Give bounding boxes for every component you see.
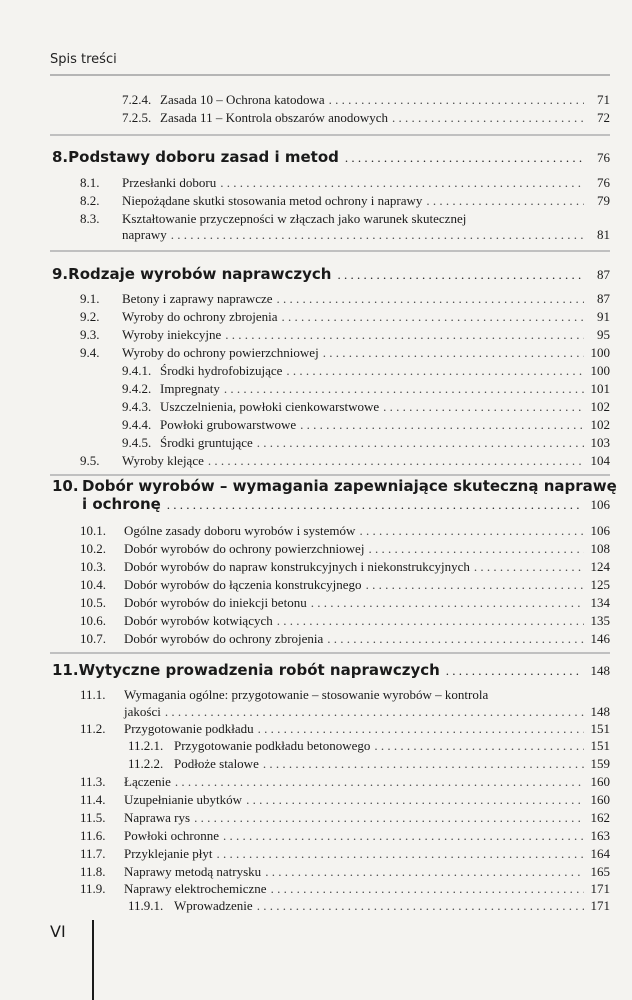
entry-number: 11.2.1. bbox=[128, 738, 164, 753]
entry-title: Podłoże stalowe bbox=[174, 756, 259, 771]
entry-title: Powłoki grubowarstwowe bbox=[160, 417, 297, 432]
entry-page: 91 bbox=[597, 309, 610, 324]
leader-dots bbox=[225, 327, 584, 343]
section-rule bbox=[50, 652, 610, 654]
leader-dots bbox=[282, 309, 584, 325]
leader-dots bbox=[426, 193, 584, 209]
entry-number: 11.2. bbox=[80, 721, 106, 736]
entry-title: Przyklejanie płyt bbox=[124, 846, 213, 861]
entry-page: 151 bbox=[590, 721, 610, 736]
chapter-heading-continuation[interactable] bbox=[82, 495, 610, 513]
toc-entry[interactable] bbox=[80, 810, 610, 826]
chapter-page: 87 bbox=[597, 267, 610, 282]
leader-dots bbox=[257, 435, 584, 451]
entry-title: Przygotowanie podkładu bbox=[124, 721, 254, 736]
entry-number: 11.2.2. bbox=[128, 756, 164, 771]
toc-entry-continuation[interactable] bbox=[124, 704, 610, 720]
entry-page: 106 bbox=[590, 523, 610, 538]
entry-title: Przesłanki doboru bbox=[122, 175, 217, 190]
chapter-heading[interactable] bbox=[52, 265, 610, 283]
entry-number: 10.5. bbox=[80, 595, 106, 610]
entry-number: 11.3. bbox=[80, 774, 106, 789]
entry-number: 10.7. bbox=[80, 631, 106, 646]
entry-title: Naprawa rys bbox=[124, 810, 191, 825]
entry-title: Wyroby iniekcyjne bbox=[122, 327, 222, 342]
entry-page: 95 bbox=[597, 327, 610, 342]
leader-dots bbox=[286, 363, 584, 379]
toc-entry[interactable] bbox=[80, 541, 610, 557]
chapter-title-continued: i ochronę bbox=[82, 495, 161, 513]
entry-title: Dobór wyrobów do łączenia konstrukcyjnego bbox=[124, 577, 362, 592]
entry-title: Uszczelnienia, powłoki cienkowarstwowe bbox=[160, 399, 380, 414]
leader-dots bbox=[277, 613, 584, 629]
entry-page: 125 bbox=[590, 577, 610, 592]
leader-dots bbox=[263, 756, 584, 772]
leader-dots bbox=[327, 631, 584, 647]
entry-number: 11.6. bbox=[80, 828, 106, 843]
toc-entry[interactable] bbox=[80, 595, 610, 611]
entry-number: 10.6. bbox=[80, 613, 106, 628]
entry-title: Zasada 11 – Kontrola obszarów anodowych bbox=[160, 110, 389, 125]
leader-dots bbox=[165, 704, 584, 720]
entry-number: 9.3. bbox=[80, 327, 100, 342]
entry-page: 146 bbox=[590, 631, 610, 646]
toc-entry[interactable] bbox=[80, 523, 610, 539]
leader-dots bbox=[258, 721, 584, 737]
chapter-heading[interactable] bbox=[52, 661, 610, 679]
chapter-title: Rodzaje wyrobów naprawczych bbox=[68, 265, 332, 283]
leader-dots bbox=[392, 110, 584, 126]
chapter-number: 9. bbox=[52, 265, 69, 283]
leader-dots bbox=[323, 345, 584, 361]
entry-title: Betony i zaprawy naprawcze bbox=[122, 291, 273, 306]
entry-page: 72 bbox=[597, 110, 610, 125]
entry-page: 76 bbox=[597, 175, 610, 190]
leader-dots bbox=[329, 92, 584, 108]
toc-entry[interactable] bbox=[80, 175, 610, 191]
entry-page: 79 bbox=[597, 193, 610, 208]
toc-entry-continuation[interactable] bbox=[122, 227, 610, 243]
entry-title-continued: naprawy bbox=[122, 227, 167, 242]
entry-number: 9.1. bbox=[80, 291, 100, 306]
toc-entry[interactable] bbox=[80, 577, 610, 593]
entry-page: 103 bbox=[590, 435, 610, 450]
toc-subentry[interactable] bbox=[122, 399, 610, 415]
entry-title: Powłoki ochronne bbox=[124, 828, 219, 843]
entry-title: Dobór wyrobów do iniekcji betonu bbox=[124, 595, 307, 610]
leader-dots bbox=[220, 175, 584, 191]
entry-number: 9.4.1. bbox=[122, 363, 152, 378]
toc-subentry[interactable] bbox=[122, 435, 610, 451]
entry-number: 9.4.3. bbox=[122, 399, 152, 414]
chapter-heading[interactable] bbox=[52, 148, 610, 166]
entry-title: Dobór wyrobów kotwiących bbox=[124, 613, 273, 628]
entry-number: 7.2.4. bbox=[122, 92, 152, 107]
chapter-heading[interactable] bbox=[52, 477, 617, 495]
leader-dots bbox=[271, 881, 584, 897]
leader-dots bbox=[208, 453, 584, 469]
entry-page: 165 bbox=[590, 864, 610, 879]
entry-page: 151 bbox=[590, 738, 610, 753]
entry-title: Dobór wyrobów do napraw konstrukcyjnych i niekonstrukcyjnych bbox=[124, 559, 470, 574]
entry-title: Łączenie bbox=[124, 774, 171, 789]
entry-page: 171 bbox=[590, 881, 610, 896]
running-head: Spis treści bbox=[50, 52, 117, 67]
entry-number: 9.4.4. bbox=[122, 417, 152, 432]
entry-number: 10.2. bbox=[80, 541, 106, 556]
entry-page: 160 bbox=[590, 774, 610, 789]
entry-number: 11.9. bbox=[80, 881, 106, 896]
entry-title: Wyroby klejące bbox=[122, 453, 204, 468]
entry-number: 7.2.5. bbox=[122, 110, 152, 125]
entry-number: 10.1. bbox=[80, 523, 106, 538]
entry-page: 102 bbox=[590, 399, 610, 414]
toc-entry[interactable] bbox=[80, 864, 610, 880]
entry-page: 81 bbox=[597, 227, 610, 242]
entry-page: 171 bbox=[590, 898, 610, 913]
entry-title: Naprawy metodą natrysku bbox=[124, 864, 262, 879]
folio-rule bbox=[92, 920, 94, 1000]
entry-number: 10.3. bbox=[80, 559, 106, 574]
entry-number: 11.4. bbox=[80, 792, 106, 807]
entry-page: 162 bbox=[590, 810, 610, 825]
entry-title: Uzupełnianie ubytków bbox=[124, 792, 243, 807]
entry-page: 104 bbox=[590, 453, 610, 468]
leader-dots bbox=[194, 810, 584, 826]
entry-page: 164 bbox=[590, 846, 610, 861]
toc-entry[interactable] bbox=[80, 631, 610, 647]
toc-entry[interactable] bbox=[80, 291, 610, 307]
toc-entry[interactable] bbox=[80, 559, 610, 575]
entry-number: 8.2. bbox=[80, 193, 100, 208]
entry-number: 8.1. bbox=[80, 175, 100, 190]
leader-dots bbox=[368, 541, 584, 557]
chapter-number: 11. bbox=[52, 661, 79, 679]
entry-title: Niepożądane skutki stosowania metod ochrony i naprawy bbox=[122, 193, 423, 208]
section-rule bbox=[50, 250, 610, 252]
toc-subentry[interactable] bbox=[128, 756, 610, 772]
entry-title: Przygotowanie podkładu betonowego bbox=[174, 738, 371, 753]
toc-subentry[interactable] bbox=[128, 898, 610, 914]
leader-dots bbox=[300, 417, 584, 433]
entry-number: 11.8. bbox=[80, 864, 106, 879]
entry-number: 11.5. bbox=[80, 810, 106, 825]
entry-page: 159 bbox=[590, 756, 610, 771]
leader-dots bbox=[374, 738, 584, 754]
toc-entry[interactable] bbox=[80, 345, 610, 361]
chapter-page: 76 bbox=[597, 150, 610, 165]
entry-page: 102 bbox=[590, 417, 610, 432]
toc-entry[interactable] bbox=[80, 774, 610, 790]
toc-subentry[interactable] bbox=[122, 363, 610, 379]
entry-number: 9.5. bbox=[80, 453, 100, 468]
entry-number: 9.4.2. bbox=[122, 381, 152, 396]
entry-title: Wprowadzenie bbox=[174, 898, 253, 913]
entry-number: 11.1. bbox=[80, 687, 106, 702]
entry-number: 10.4. bbox=[80, 577, 106, 592]
entry-number: 9.4.5. bbox=[122, 435, 152, 450]
entry-page: 100 bbox=[590, 345, 610, 360]
entry-number: 9.2. bbox=[80, 309, 100, 324]
entry-number: 11.7. bbox=[80, 846, 106, 861]
entry-title: Ogólne zasady doboru wyrobów i systemów bbox=[124, 523, 356, 538]
toc-entry-first-line[interactable] bbox=[80, 687, 488, 703]
leader-dots bbox=[223, 828, 584, 844]
entry-title: Dobór wyrobów do ochrony powierzchniowej bbox=[124, 541, 365, 556]
entry-page: 135 bbox=[590, 613, 610, 628]
leader-dots bbox=[175, 774, 584, 790]
toc-subentry[interactable] bbox=[122, 381, 610, 397]
entry-title: Wyroby do ochrony zbrojenia bbox=[122, 309, 278, 324]
leader-dots bbox=[359, 523, 584, 539]
entry-page: 101 bbox=[590, 381, 610, 396]
entry-title-continued: jakości bbox=[124, 704, 161, 719]
section-rule bbox=[50, 474, 610, 476]
toc-subentry[interactable] bbox=[122, 417, 610, 433]
entry-page: 163 bbox=[590, 828, 610, 843]
section-rule bbox=[50, 134, 610, 136]
page-folio: VI bbox=[50, 922, 66, 941]
leader-dots bbox=[246, 792, 584, 808]
toc-entry[interactable] bbox=[80, 327, 610, 343]
entry-number: 8.3. bbox=[80, 211, 100, 226]
toc-subentry[interactable] bbox=[128, 738, 610, 754]
leader-dots bbox=[257, 898, 584, 914]
entry-title: Naprawy elektrochemiczne bbox=[124, 881, 267, 896]
entry-title: Wyroby do ochrony powierzchniowej bbox=[122, 345, 319, 360]
leader-dots bbox=[383, 399, 584, 415]
leader-dots bbox=[345, 150, 582, 166]
leader-dots bbox=[216, 846, 584, 862]
leader-dots bbox=[366, 577, 584, 593]
entry-title: Środki hydrofobizujące bbox=[160, 363, 283, 378]
entry-title: Wymagania ogólne: przygotowanie – stosowanie wyrobów – kontrola bbox=[124, 687, 489, 702]
leader-dots bbox=[171, 227, 584, 243]
toc-entry[interactable] bbox=[80, 792, 610, 808]
chapter-number: 10. bbox=[52, 477, 79, 495]
entry-title: Środki gruntujące bbox=[160, 435, 253, 450]
entry-number: 11.9.1. bbox=[128, 898, 164, 913]
entry-title: Dobór wyrobów do ochrony zbrojenia bbox=[124, 631, 324, 646]
chapter-page: 106 bbox=[590, 497, 610, 512]
header-rule bbox=[50, 74, 610, 76]
entry-page: 134 bbox=[590, 595, 610, 610]
leader-dots bbox=[265, 864, 584, 880]
entry-title: Impregnaty bbox=[160, 381, 220, 396]
toc-entry[interactable] bbox=[80, 309, 610, 325]
leader-dots bbox=[446, 663, 582, 679]
entry-page: 108 bbox=[590, 541, 610, 556]
entry-page: 87 bbox=[597, 291, 610, 306]
toc-entry[interactable] bbox=[122, 92, 610, 108]
leader-dots bbox=[277, 291, 584, 307]
leader-dots bbox=[474, 559, 584, 575]
toc-entry[interactable] bbox=[122, 110, 610, 126]
leader-dots bbox=[337, 267, 582, 283]
leader-dots bbox=[311, 595, 584, 611]
toc-entry[interactable] bbox=[80, 613, 610, 629]
entry-title: Kształtowanie przyczepności w złączach jako warunek skutecznej bbox=[122, 211, 467, 226]
chapter-title: Podstawy doboru zasad i metod bbox=[68, 148, 339, 166]
toc-entry[interactable] bbox=[80, 721, 610, 737]
toc-entry[interactable] bbox=[80, 828, 610, 844]
leader-dots bbox=[167, 497, 582, 513]
chapter-title: Wytyczne prowadzenia robót naprawczych bbox=[78, 661, 440, 679]
chapter-page: 148 bbox=[590, 663, 610, 678]
toc-entry-first-line[interactable] bbox=[80, 211, 466, 227]
toc-entry[interactable] bbox=[80, 881, 610, 897]
leader-dots bbox=[224, 381, 584, 397]
entry-page: 124 bbox=[590, 559, 610, 574]
entry-title: Zasada 10 – Ochrona katodowa bbox=[160, 92, 325, 107]
toc-entry[interactable] bbox=[80, 846, 610, 862]
entry-page: 100 bbox=[590, 363, 610, 378]
chapter-title: Dobór wyrobów – wymagania zapewniające skuteczną naprawę bbox=[82, 477, 617, 495]
entry-number: 9.4. bbox=[80, 345, 100, 360]
toc-entry[interactable] bbox=[80, 193, 610, 209]
entry-page: 160 bbox=[590, 792, 610, 807]
entry-page: 71 bbox=[597, 92, 610, 107]
entry-page: 148 bbox=[590, 704, 610, 719]
chapter-number: 8. bbox=[52, 148, 69, 166]
toc-entry[interactable] bbox=[80, 453, 610, 469]
